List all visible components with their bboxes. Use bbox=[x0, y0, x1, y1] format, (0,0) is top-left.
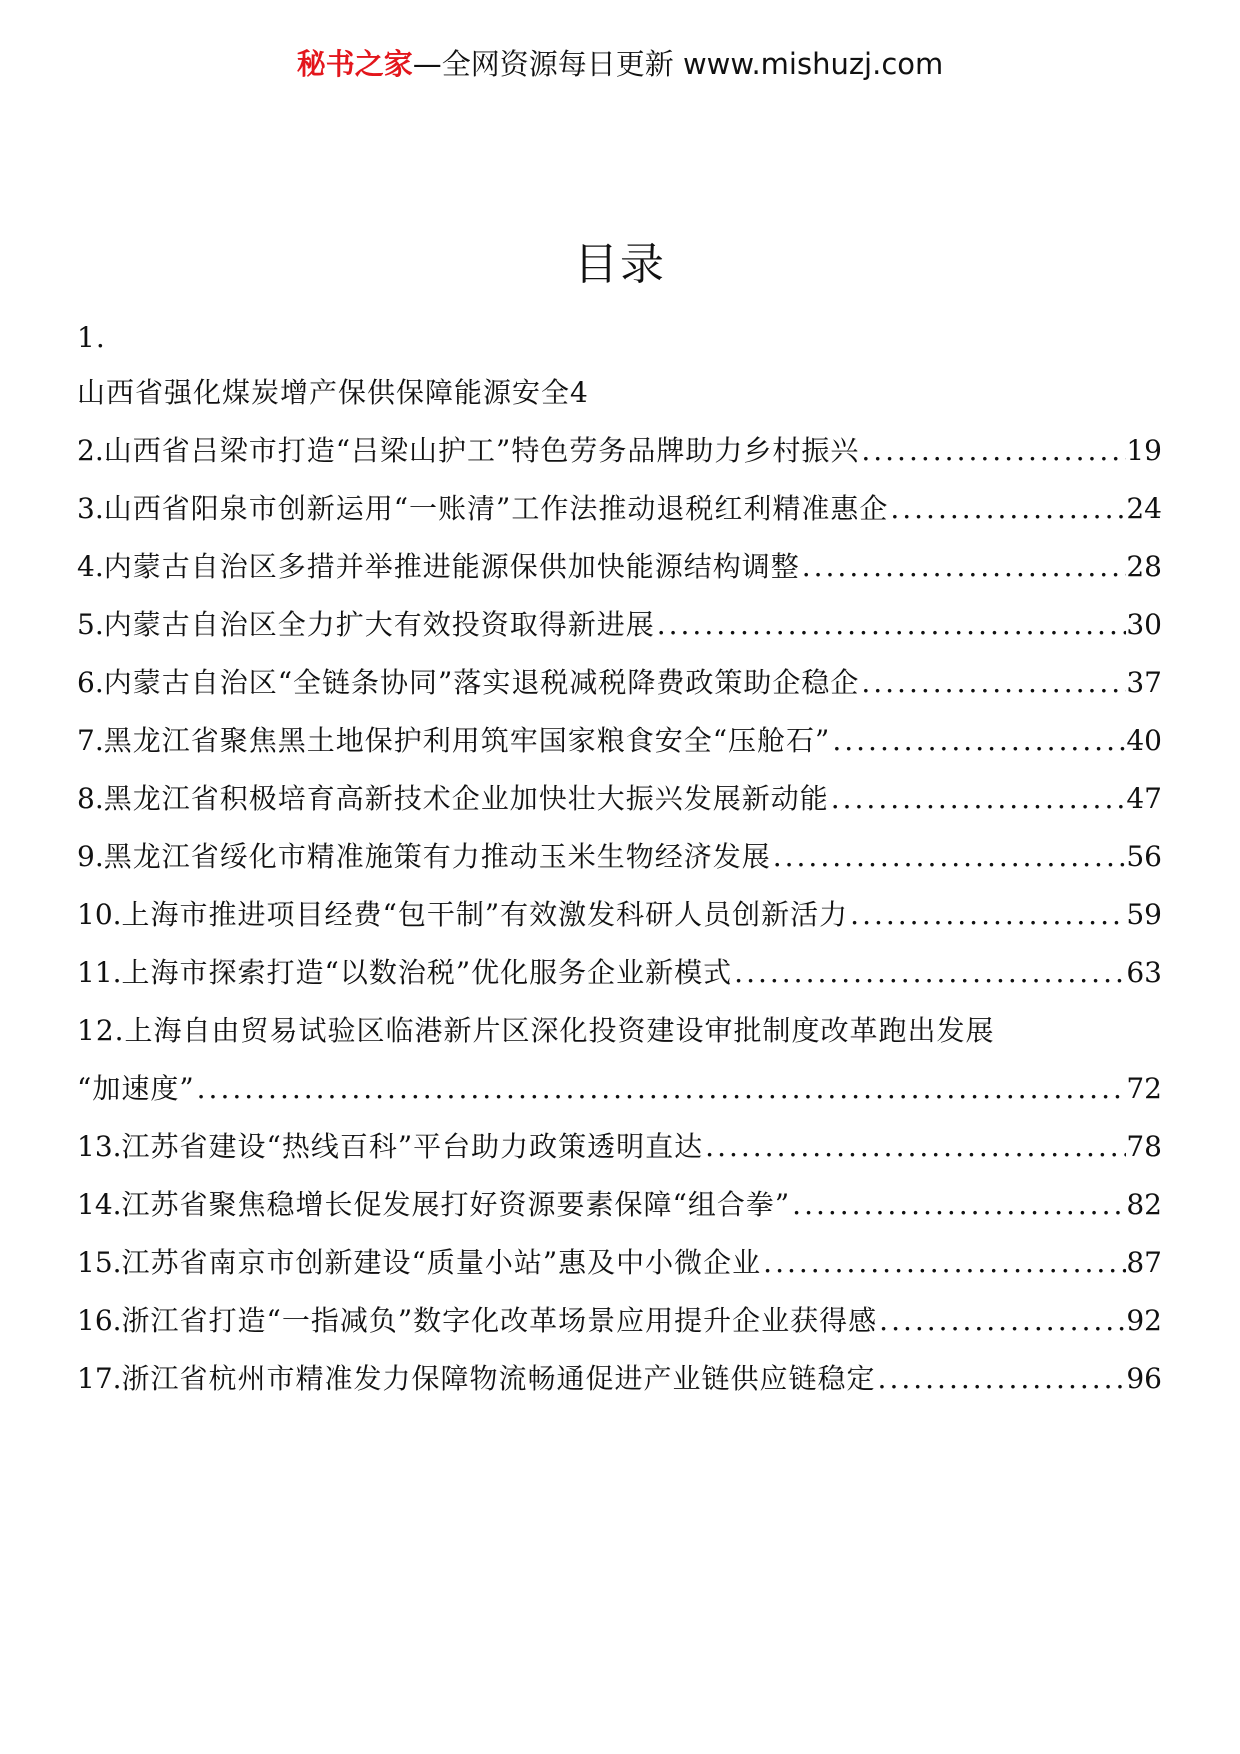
toc-entry-text: 江苏省建设“热线百科”平台助力政策透明直达 bbox=[121, 1130, 704, 1163]
toc-entry-text: 黑龙江省积极培育高新技术企业加快壮大振兴发展新动能 bbox=[103, 782, 829, 815]
toc-entry[interactable] bbox=[77, 663, 1162, 703]
toc-entry[interactable] bbox=[77, 1127, 1162, 1167]
toc-entry[interactable] bbox=[77, 1301, 1162, 1341]
toc-entry-page: 24 bbox=[1126, 492, 1162, 525]
toc-entry[interactable] bbox=[77, 953, 1162, 993]
toc-entry[interactable] bbox=[77, 547, 1162, 587]
toc-entry[interactable] bbox=[77, 721, 1162, 761]
toc-entry-text: 黑龙江省绥化市精准施策有力推动玉米生物经济发展 bbox=[103, 840, 771, 873]
toc-entry[interactable] bbox=[77, 431, 1162, 471]
toc-entry-number: 2. bbox=[77, 434, 104, 467]
toc-entry-text: 江苏省聚焦稳增长促发展打好资源要素保障“组合拳” bbox=[121, 1188, 791, 1221]
toc-entry-number: 3. bbox=[77, 492, 104, 525]
toc-entry-text: 浙江省杭州市精准发力保障物流畅通促进产业链供应链稳定 bbox=[121, 1362, 876, 1395]
site-header bbox=[0, 42, 1240, 83]
toc-entry-page: 56 bbox=[1126, 840, 1162, 873]
dot-leader bbox=[732, 953, 1126, 993]
page-title: 目录 bbox=[574, 239, 666, 290]
dot-leader bbox=[877, 1301, 1126, 1341]
dot-leader bbox=[859, 431, 1126, 471]
toc-entry-number: 6. bbox=[77, 666, 104, 699]
toc-entry-number: 9. bbox=[77, 840, 104, 873]
toc-entry-page: 40 bbox=[1126, 724, 1162, 757]
dot-leader bbox=[703, 1127, 1126, 1167]
dot-leader bbox=[848, 895, 1126, 935]
dot-leader bbox=[830, 721, 1126, 761]
toc-entry[interactable] bbox=[77, 605, 1162, 645]
toc-entry-text: 上海市推进项目经费“包干制”有效激发科研人员创新活力 bbox=[121, 898, 849, 931]
dot-leader bbox=[655, 605, 1127, 645]
toc-entry-number: 11. bbox=[77, 956, 122, 989]
toc-entry-text: 上海自由贸易试验区临港新片区深化投资建设审批制度改革跑出发展 bbox=[124, 1014, 995, 1047]
dot-leader bbox=[888, 489, 1126, 529]
toc-entry-text: 内蒙古自治区全力扩大有效投资取得新进展 bbox=[103, 608, 655, 641]
toc-entry-number: 4. bbox=[77, 550, 104, 583]
toc-entry-page: 28 bbox=[1126, 550, 1162, 583]
dot-leader bbox=[195, 1069, 1127, 1109]
toc-entry-page: 82 bbox=[1126, 1188, 1162, 1221]
toc-entry-page: 92 bbox=[1126, 1304, 1162, 1337]
toc-entry-page: 63 bbox=[1126, 956, 1162, 989]
toc-entry-text: 山西省吕梁市打造“吕梁山护工”特色劳务品牌助力乡村振兴 bbox=[103, 434, 860, 467]
dot-leader bbox=[800, 547, 1127, 587]
toc-entry-number: 10. bbox=[77, 898, 122, 931]
toc-entry-text: 山西省阳泉市创新运用“一账清”工作法推动退税红利精准惠企 bbox=[103, 492, 889, 525]
toc-entry[interactable] bbox=[77, 1359, 1162, 1399]
toc-entry-text-continued: “加速度” bbox=[77, 1072, 195, 1105]
toc-entry-page: 47 bbox=[1126, 782, 1162, 815]
toc-entry[interactable] bbox=[77, 837, 1162, 877]
toc-entry-page: 72 bbox=[1126, 1072, 1162, 1105]
dot-leader bbox=[876, 1359, 1127, 1399]
toc-entry-page: 37 bbox=[1126, 666, 1162, 699]
dot-leader bbox=[790, 1185, 1126, 1225]
toc-entry-number: 13. bbox=[77, 1130, 122, 1163]
toc-entry-text: 浙江省打造“一指减负”数字化改革场景应用提升企业获得感 bbox=[121, 1304, 878, 1337]
toc-entry-page: 59 bbox=[1126, 898, 1162, 931]
dot-leader bbox=[771, 837, 1127, 877]
toc-entry-text: 江苏省南京市创新建设“质量小站”惠及中小微企业 bbox=[121, 1246, 762, 1279]
toc-entry-page: 78 bbox=[1126, 1130, 1162, 1163]
toc-entry-page: 30 bbox=[1126, 608, 1162, 641]
toc-entry-1-number: 1. bbox=[77, 321, 106, 354]
dot-leader bbox=[761, 1243, 1126, 1283]
toc-entry[interactable] bbox=[77, 779, 1162, 819]
toc-entry-page: 19 bbox=[1126, 434, 1162, 467]
toc-entry-number: 8. bbox=[77, 782, 104, 815]
toc-entry-number: 14. bbox=[77, 1188, 122, 1221]
toc-entry-12-line2[interactable] bbox=[77, 1069, 1162, 1109]
dot-leader bbox=[829, 779, 1127, 819]
toc-entry-12-line1[interactable] bbox=[77, 1011, 995, 1051]
toc-entry-number: 15. bbox=[77, 1246, 122, 1279]
site-tagline: —全网资源每日更新 www.mishuzj.com bbox=[412, 47, 944, 81]
toc-entry[interactable] bbox=[77, 1243, 1162, 1283]
toc-entry-number: 7. bbox=[77, 724, 104, 757]
toc-entry[interactable] bbox=[77, 1185, 1162, 1225]
toc-entry-number: 12. bbox=[77, 1014, 125, 1047]
toc-entry-page: 87 bbox=[1126, 1246, 1162, 1279]
dot-leader bbox=[859, 663, 1126, 703]
toc-entry-number: 5. bbox=[77, 608, 104, 641]
toc-entry-text: 内蒙古自治区多措并举推进能源保供加快能源结构调整 bbox=[103, 550, 800, 583]
toc-entry-number: 17. bbox=[77, 1362, 122, 1395]
toc-entry[interactable] bbox=[77, 895, 1162, 935]
toc-entry-page: 96 bbox=[1126, 1362, 1162, 1395]
toc-entry-1-text[interactable]: 山西省强化煤炭增产保供保障能源安全4 bbox=[77, 376, 589, 409]
toc-entry-text: 黑龙江省聚焦黑土地保护利用筑牢国家粮食安全“压舱石” bbox=[103, 724, 831, 757]
site-brand: 秘书之家 bbox=[296, 47, 413, 81]
toc-entry[interactable] bbox=[77, 489, 1162, 529]
toc-entry-text: 上海市探索打造“以数治税”优化服务企业新模式 bbox=[121, 956, 733, 989]
toc-entry-number: 16. bbox=[77, 1304, 122, 1337]
toc-entry-text: 内蒙古自治区“全链条协同”落实退税减税降费政策助企稳企 bbox=[103, 666, 860, 699]
